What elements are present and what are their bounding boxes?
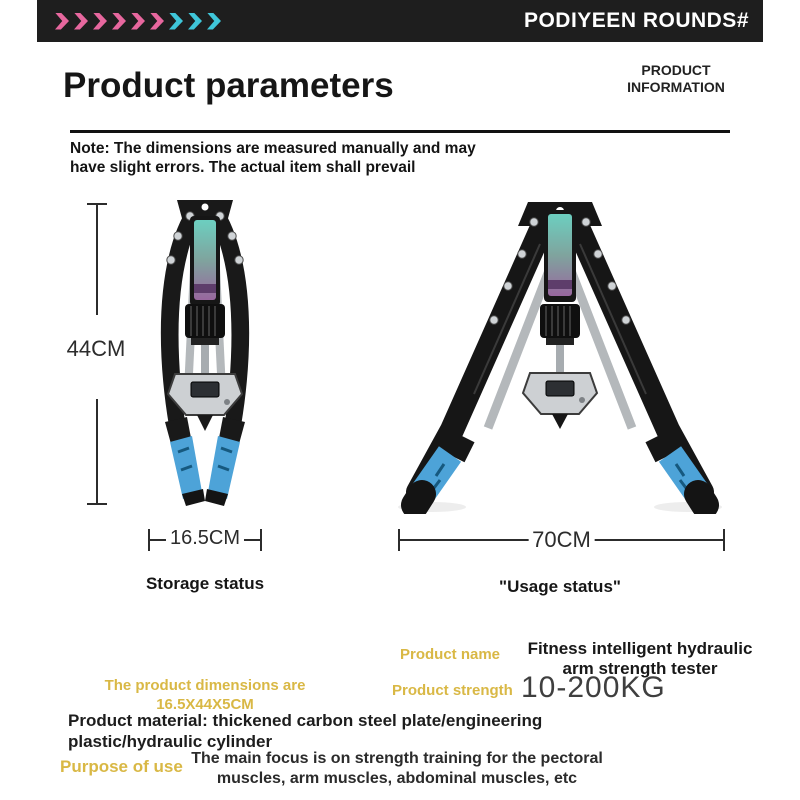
storage-width-label: 16.5CM — [166, 527, 244, 550]
height-dimension-line-bottom — [96, 399, 98, 505]
storage-status-caption: Storage status — [145, 574, 265, 593]
storage-device-image — [145, 198, 265, 508]
usage-width-label: 70CM — [528, 527, 595, 553]
purpose-line1: The main focus is on strength training for the pectoral — [191, 750, 603, 767]
storage-width-cap-right — [260, 529, 262, 551]
brand-title: PODIYEEN ROUNDS# — [523, 9, 749, 32]
product-name-label: Product name — [400, 646, 501, 663]
header-bar — [37, 0, 763, 42]
usage-width-cap-right — [723, 529, 725, 551]
chevron-icon — [169, 13, 183, 30]
product-dimensions-line2: 16.5X44X5CM — [156, 696, 254, 713]
product-dimensions-text — [85, 676, 325, 714]
note-text — [70, 139, 476, 177]
height-dimension-label: 44CM — [66, 336, 126, 361]
usage-display-unit — [523, 373, 597, 429]
chevron-icon — [93, 13, 107, 30]
page-title: Product parameters — [63, 66, 394, 105]
chevron-icon — [112, 13, 126, 30]
usage-width-cap-left — [398, 529, 400, 551]
product-information-line2: INFORMATION — [627, 79, 725, 95]
product-name-line2: arm strength tester — [562, 659, 718, 678]
product-strength-value: 10-200KG — [521, 671, 666, 704]
height-dimension-cap-bottom — [87, 503, 107, 505]
purpose-of-use-label: Purpose of use — [60, 757, 183, 776]
note-line1: Note: The dimensions are measured manually and may — [70, 140, 476, 157]
purpose-of-use-text — [188, 749, 606, 789]
usage-grips — [415, 436, 705, 505]
storage-width-dimension — [148, 529, 262, 553]
chevron-icon — [55, 13, 69, 30]
product-information-label — [620, 62, 732, 96]
chevron-icon — [188, 13, 202, 30]
note-line2: have slight errors. The actual item shall prevail — [70, 159, 416, 176]
chevron-icon — [74, 13, 88, 30]
divider-line — [70, 130, 730, 133]
purpose-line2: muscles, arm muscles, abdominal muscles, etc — [216, 770, 578, 787]
product-strength-label: Product strength — [392, 682, 513, 699]
product-dimensions-line1: The product dimensions are — [104, 677, 306, 694]
product-material-line1: Product material: thickened carbon steel plate/engineering — [68, 711, 543, 730]
chevron-icon — [150, 13, 164, 30]
chevron-icon — [207, 13, 221, 30]
usage-shadows — [398, 502, 722, 512]
storage-width-cap-left — [148, 529, 150, 551]
product-material-line2: plastic/hydraulic cylinder — [68, 732, 273, 751]
usage-width-dimension — [398, 529, 725, 553]
usage-hydraulic-cylinder — [540, 210, 580, 373]
product-name-line1: Fitness intelligent hydraulic — [527, 639, 753, 658]
product-material-text — [68, 710, 542, 752]
height-dimension-line-top — [96, 203, 98, 315]
product-information-line1: PRODUCT — [641, 62, 711, 78]
usage-status-caption: "Usage status" — [499, 577, 621, 596]
chevron-icon — [131, 13, 145, 30]
usage-device-image — [390, 202, 730, 514]
chevron-row — [55, 13, 221, 30]
